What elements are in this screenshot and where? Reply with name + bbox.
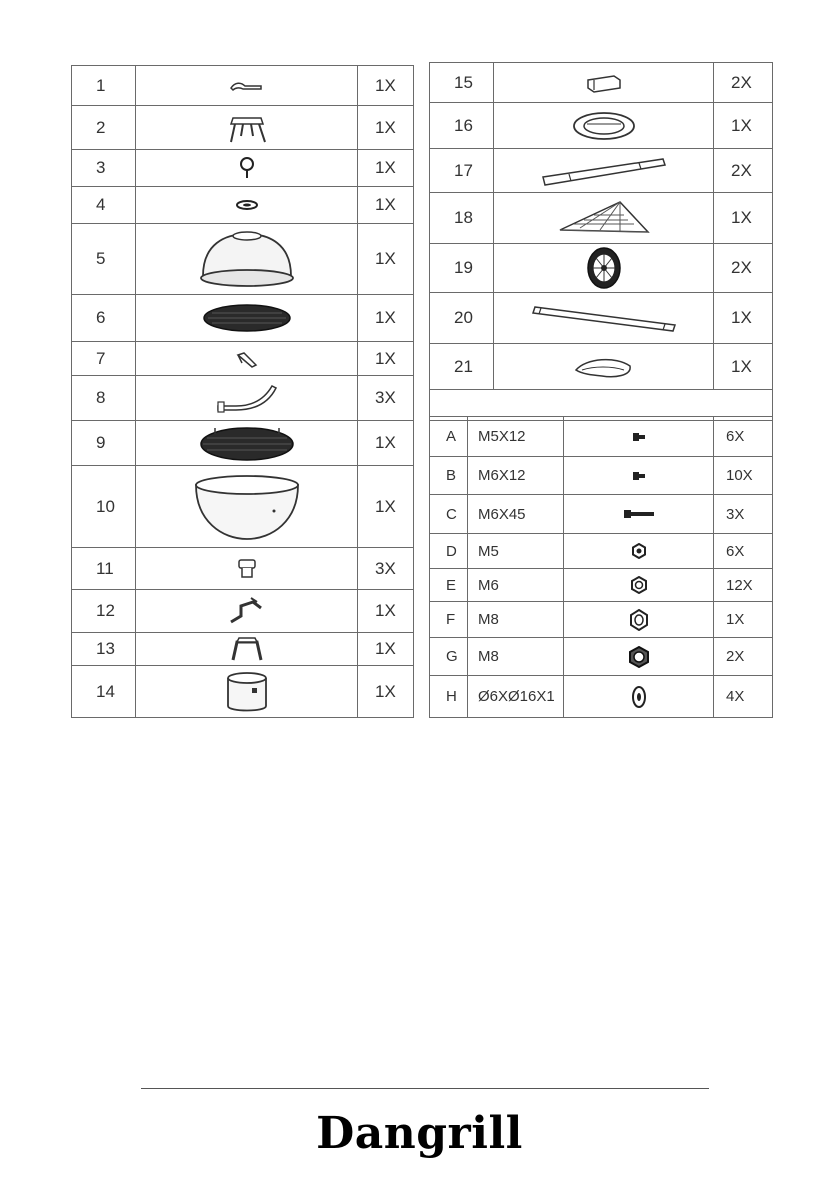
- part-number: 5: [72, 224, 136, 295]
- part-qty: 1X: [358, 421, 414, 466]
- short-screw-icon: [564, 457, 714, 495]
- part-qty: 1X: [358, 633, 414, 666]
- thermometer-icon: [136, 150, 358, 187]
- table-row: [430, 293, 773, 344]
- lid-handle-icon: [136, 106, 358, 150]
- table-row: [72, 66, 414, 106]
- part-qty: 1X: [714, 344, 773, 390]
- hardware-qty: 12X: [714, 569, 773, 602]
- part-qty: 1X: [358, 590, 414, 633]
- part-qty: 2X: [714, 244, 773, 293]
- part-qty: 1X: [358, 224, 414, 295]
- short-screw-icon: [564, 417, 714, 457]
- part-qty: 1X: [358, 150, 414, 187]
- side-handle-icon: [136, 590, 358, 633]
- hardware-letter: A: [430, 417, 468, 457]
- support-bracket-icon: [136, 633, 358, 666]
- table-row: [72, 633, 414, 666]
- part-number: 15: [430, 63, 494, 103]
- table-row: [72, 106, 414, 150]
- parts-list-right: [429, 62, 773, 421]
- table-row: [72, 187, 414, 224]
- part-number: 7: [72, 342, 136, 376]
- table-row: [72, 224, 414, 295]
- table-row: [430, 63, 773, 103]
- parts-list-left: [71, 65, 414, 718]
- clip-icon: [136, 342, 358, 376]
- small-nut-icon: [564, 534, 714, 569]
- hardware-letter: D: [430, 534, 468, 569]
- hardware-size: M8: [468, 602, 564, 638]
- hook-handle-icon: [136, 66, 358, 106]
- bowl-icon: [136, 466, 358, 548]
- part-number: 2: [72, 106, 136, 150]
- hardware-letter: E: [430, 569, 468, 602]
- hardware-size: M5: [468, 534, 564, 569]
- part-number: 6: [72, 295, 136, 342]
- table-row: [430, 457, 773, 495]
- vent-cap-icon: [136, 187, 358, 224]
- part-number: 3: [72, 150, 136, 187]
- table-row: [72, 342, 414, 376]
- table-row: [430, 103, 773, 149]
- part-number: 13: [72, 633, 136, 666]
- hardware-qty: 4X: [714, 676, 773, 718]
- hardware-letter: C: [430, 495, 468, 534]
- table-row: [430, 495, 773, 534]
- table-row: [72, 150, 414, 187]
- table-row: [430, 344, 773, 390]
- part-qty: 1X: [358, 466, 414, 548]
- part-number: 17: [430, 149, 494, 193]
- part-qty: 1X: [358, 106, 414, 150]
- part-number: 9: [72, 421, 136, 466]
- part-number: 16: [430, 103, 494, 149]
- table-row: [430, 244, 773, 293]
- part-number: 12: [72, 590, 136, 633]
- large-nut-icon: [564, 602, 714, 638]
- part-qty: 1X: [358, 295, 414, 342]
- leg-bracket-icon: [136, 376, 358, 421]
- wheel-icon: [494, 244, 714, 293]
- part-number: 19: [430, 244, 494, 293]
- plate-icon: [494, 63, 714, 103]
- part-qty: 1X: [714, 293, 773, 344]
- leg-tube-icon: [494, 149, 714, 193]
- table-row: [430, 638, 773, 676]
- part-number: 18: [430, 193, 494, 244]
- charcoal-grate-icon: [136, 295, 358, 342]
- axle-icon: [494, 293, 714, 344]
- part-number: 20: [430, 293, 494, 344]
- part-qty: 3X: [358, 548, 414, 590]
- table-row: [430, 676, 773, 718]
- table-row: [430, 602, 773, 638]
- table-row: [430, 534, 773, 569]
- lid-dome-icon: [136, 224, 358, 295]
- lock-nut-icon: [564, 638, 714, 676]
- table-row: [72, 548, 414, 590]
- part-qty: 1X: [358, 666, 414, 718]
- part-qty: 1X: [714, 193, 773, 244]
- part-number: 11: [72, 548, 136, 590]
- hardware-letter: G: [430, 638, 468, 676]
- hardware-size: M6X45: [468, 495, 564, 534]
- part-number: 14: [72, 666, 136, 718]
- table-row: [72, 666, 414, 718]
- cooking-grate-icon: [136, 421, 358, 466]
- part-qty: 3X: [358, 376, 414, 421]
- hardware-qty: 6X: [714, 417, 773, 457]
- hardware-size: M6X12: [468, 457, 564, 495]
- hardware-letter: F: [430, 602, 468, 638]
- hardware-qty: 2X: [714, 638, 773, 676]
- hardware-qty: 3X: [714, 495, 773, 534]
- table-row: [72, 466, 414, 548]
- part-qty: 1X: [714, 103, 773, 149]
- washer-icon: [564, 676, 714, 718]
- footer-divider: [141, 1088, 709, 1089]
- hardware-qty: 1X: [714, 602, 773, 638]
- hardware-qty: 6X: [714, 534, 773, 569]
- long-bolt-icon: [564, 495, 714, 534]
- bracket-cap-icon: [136, 548, 358, 590]
- part-number: 10: [72, 466, 136, 548]
- part-qty: 2X: [714, 149, 773, 193]
- hardware-size: M5X12: [468, 417, 564, 457]
- ash-cup-icon: [136, 666, 358, 718]
- table-row: [72, 295, 414, 342]
- hardware-letter: B: [430, 457, 468, 495]
- table-row: [72, 590, 414, 633]
- triangle-rack-icon: [494, 193, 714, 244]
- part-qty: 1X: [358, 66, 414, 106]
- hardware-letter: H: [430, 676, 468, 718]
- table-row: [72, 421, 414, 466]
- part-number: 4: [72, 187, 136, 224]
- hardware-size: M6: [468, 569, 564, 602]
- part-number: 21: [430, 344, 494, 390]
- table-row: [430, 569, 773, 602]
- hardware-qty: 10X: [714, 457, 773, 495]
- ring-icon: [494, 103, 714, 149]
- nut-icon: [564, 569, 714, 602]
- hardware-size: M8: [468, 638, 564, 676]
- part-qty: 2X: [714, 63, 773, 103]
- ash-tray-icon: [494, 344, 714, 390]
- part-qty: 1X: [358, 187, 414, 224]
- table-row: [430, 149, 773, 193]
- table-row: [72, 376, 414, 421]
- part-number: 1: [72, 66, 136, 106]
- table-row: [430, 417, 773, 457]
- brand-logo: Dangrill: [316, 1108, 523, 1159]
- hardware-list: [429, 416, 773, 718]
- part-qty: 1X: [358, 342, 414, 376]
- table-row: [430, 193, 773, 244]
- part-number: 8: [72, 376, 136, 421]
- hardware-size: Ø6XØ16X1: [468, 676, 564, 718]
